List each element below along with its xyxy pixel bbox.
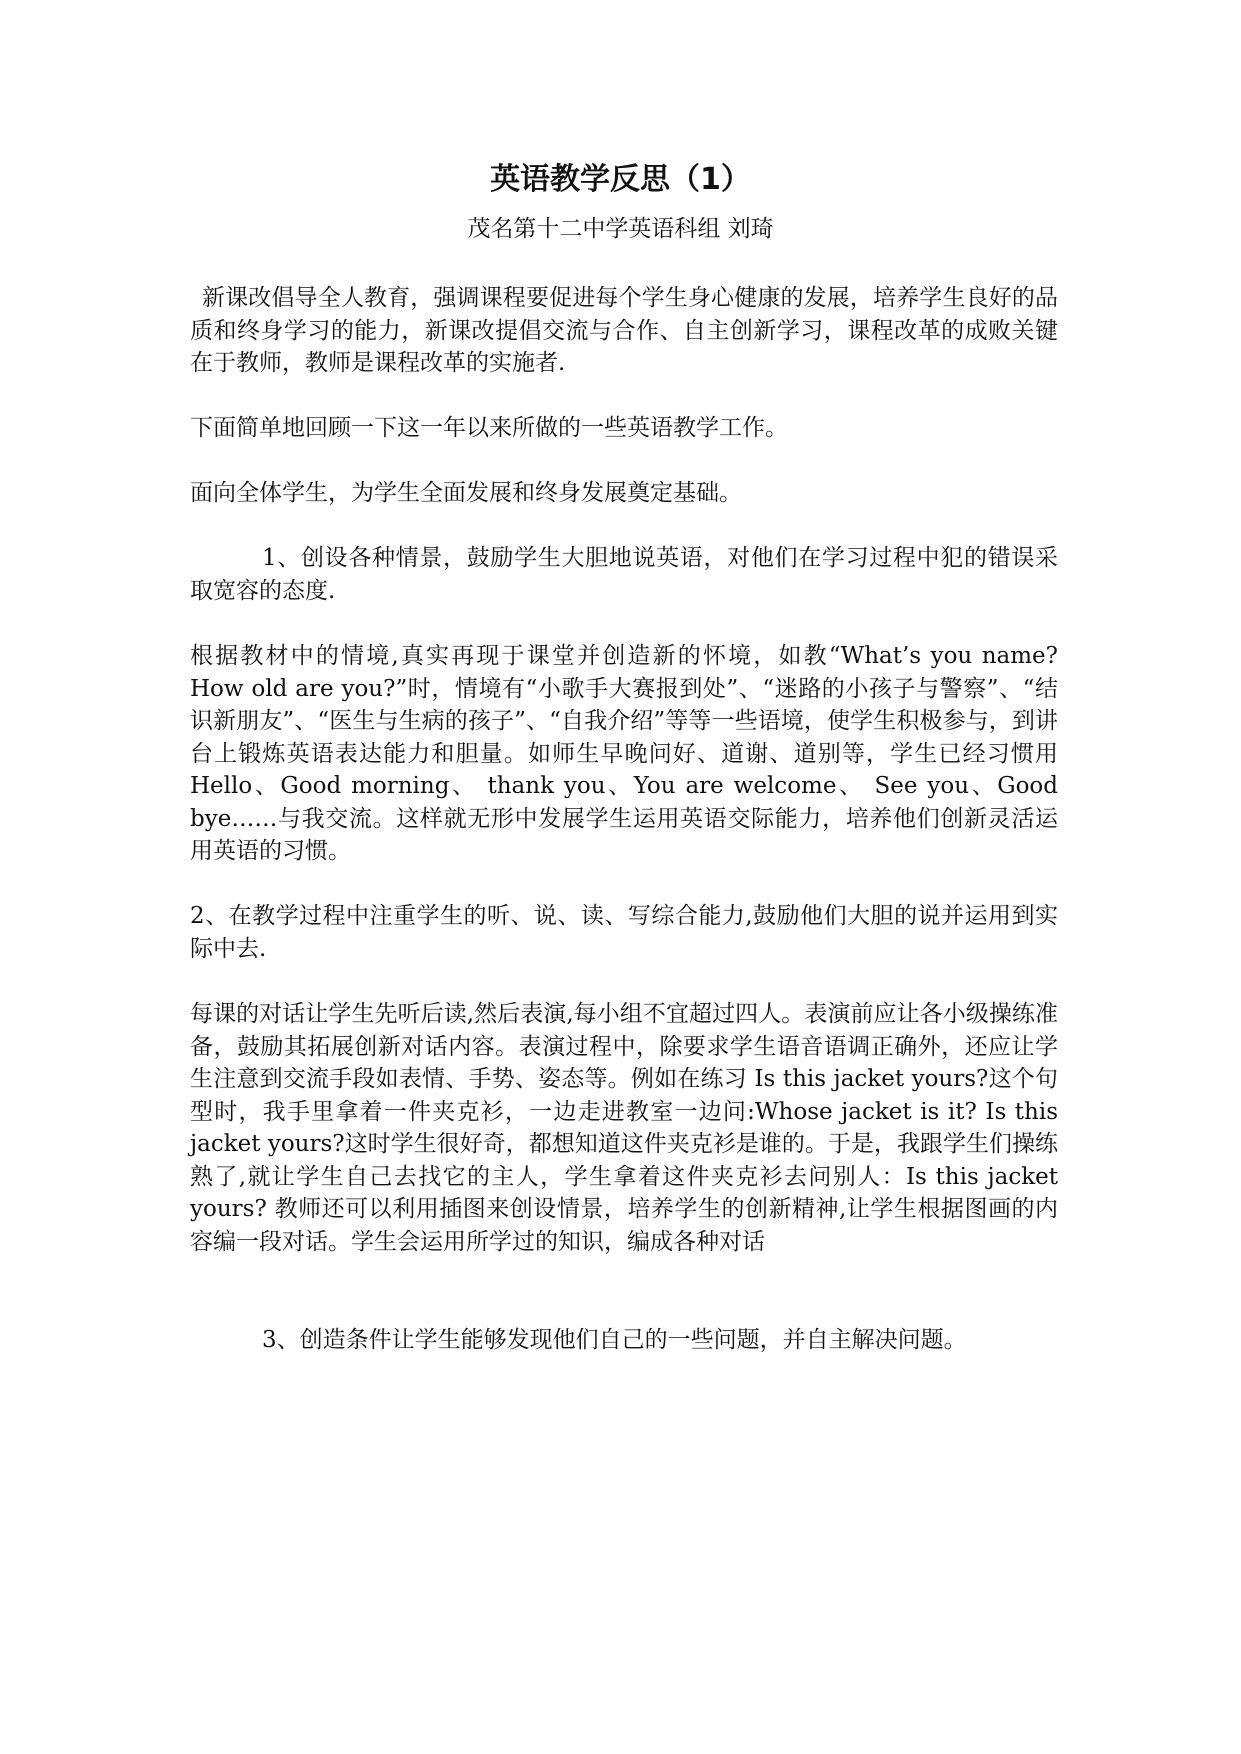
document-byline: 茂名第十二中学英语科组 刘琦 (467, 216, 774, 242)
paragraph-point-1-detail: 根据教材中的情境,真实再现于课堂并创造新的怀境，如教“What’s you name? How old are you?”时，情境有“小歌手大赛报到处”、“迷路的小孩子与警察”、“结识新朋友”、“医生与生病的孩子”、“自我介绍”等等一些语境，使学生积极参与，到讲台上锻炼英语表达能力和胆量。如师生早晚问好、道谢、道别等，学生已经习惯用 Hello、Good morning、 thank you、You are welcome、 See you、Good bye……与我交流。这样就无形中发展学生运用英语交际能力，培养他们创新灵活运用英语的习惯。 (190, 643, 1058, 864)
paragraph-point-2-detail: 每课的对话让学生先听后读,然后表演,每小组不宜超过四人。表演前应让各小级操练准备，鼓励其拓展创新对话内容。表演过程中，除要求学生语音语调正确外，还应让学生注意到交流手段如表情、手势、姿态等。例如在练习 Is this jacket yours?这个句型时，我手里拿着一件夹克衫，一边走进教室一边问:Whose jacket is it? Is this jacket yours?这时学生很好奇，都想知道这件夹克衫是谁的。于是，我跟学生们操练熟了,就让学生自己去找它的主人，学生拿着这件夹克衫去问别人：Is this jacket yours? 教师还可以利用插图来创设情景，培养学生的创新精神,让学生根据图画的内容编一段对话。学生会运用所学过的知识，编成各种对话 (190, 1001, 1058, 1255)
paragraph-goal: 面向全体学生，为学生全面发展和终身发展奠定基础。 (190, 480, 742, 506)
paragraph-point-3: 3、创造条件让学生能够发现他们自己的一些问题，并自主解决问题。 (262, 1327, 967, 1353)
paragraph-point-2: 2、在教学过程中注重学生的听、说、读、写综合能力,鼓励他们大胆的说并运用到实际中去. (190, 903, 1058, 962)
paragraph-intro: 新课改倡导全人教育，强调课程要促进每个学生身心健康的发展，培养学生良好的品质和终身学习的能力，新课改提倡交流与合作、自主创新学习，课程改革的成败关键在于教师，教师是课程改革的实施者. (190, 285, 1058, 376)
document-title: 英语教学反思（1） (490, 162, 751, 197)
paragraph-point-1: 1、创设各种情景，鼓励学生大胆地说英语，对他们在学习过程中犯的错误采取宽容的态度. (190, 545, 1058, 604)
paragraph-review: 下面简单地回顾一下这一年以来所做的一些英语教学工作。 (190, 415, 788, 441)
